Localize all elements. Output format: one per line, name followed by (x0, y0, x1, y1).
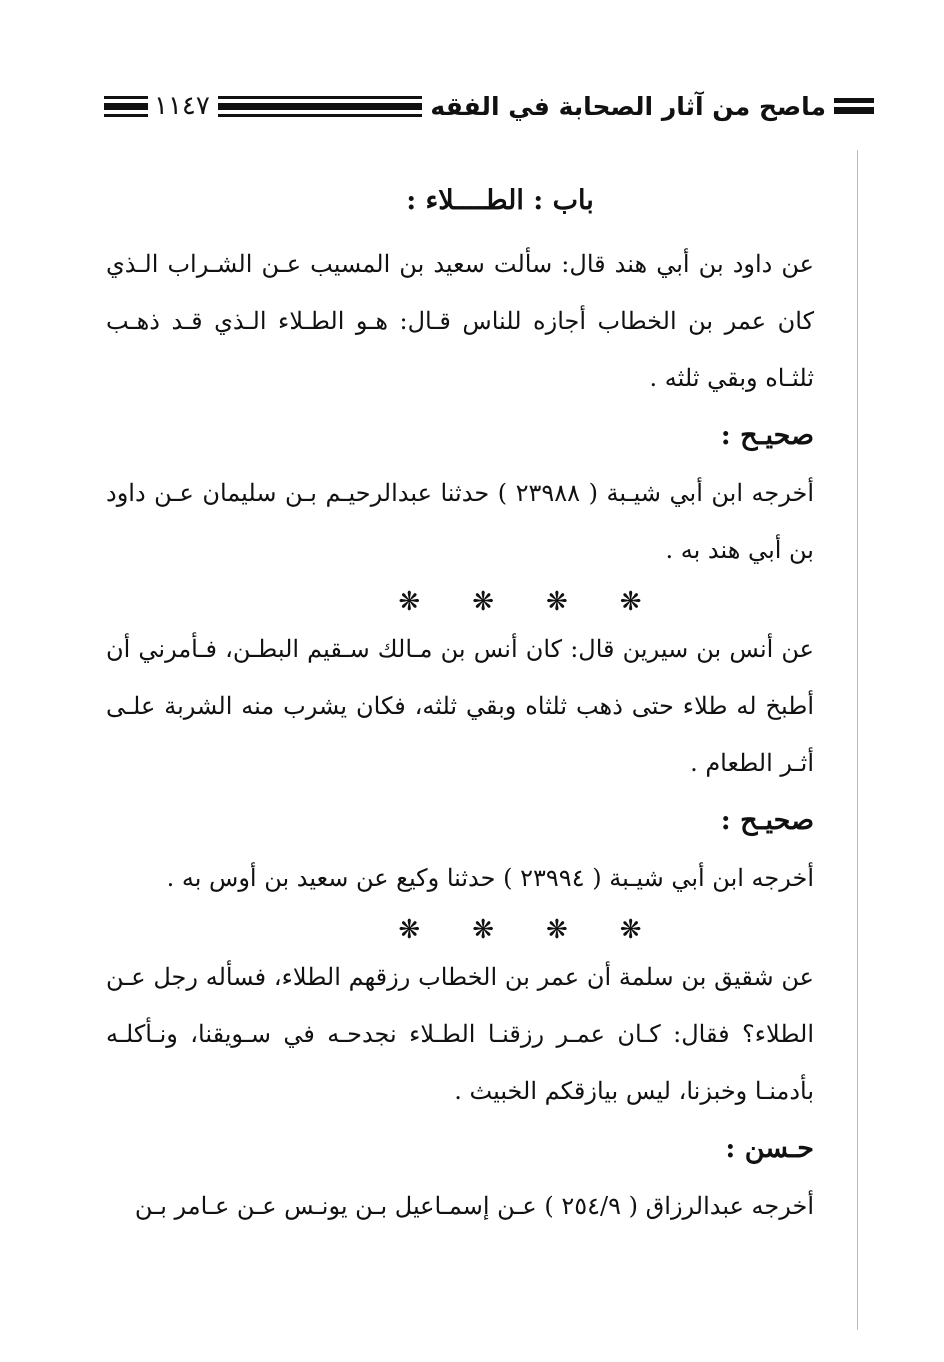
narration-text: عن شقيق بن سلمة أن عمر بن الخطاب رزقهم الطلاء، فسأله رجل عـن الطلاء؟ فقال: كـان عمـر رزقنـا الطـلاء نجدحـه في سـويقنا، ونـأكلـه بأدمنـا وخبزنا، ليس بيازقكم الخبيث . (106, 963, 814, 1105)
star-ornament-icon: ❋ (472, 587, 494, 617)
chapter-title: باب : الطــــلاء : (406, 185, 594, 216)
page-edge-line (857, 150, 858, 1330)
star-ornament-icon: ❋ (398, 915, 421, 945)
takhrij-text: أخرجه ابن أبي شيـبة ( ٢٣٩٩٤ ) حدثنا وكيع عن سعيد بن أوس به . (166, 864, 814, 892)
section-separator (106, 915, 814, 945)
star-ornament-icon: ❋ (398, 587, 421, 617)
star-ornament-icon: ❋ (546, 915, 568, 945)
narration-text: عن داود بن أبي هند قال: سألت سعيد بن المسيب عـن الشـراب الـذي كان عمر بن الخطاب أجازه للناس قـال: هـو الطـلاء الـذي قـد ذهـب ثلثـاه وبقي ثلثه . (106, 250, 814, 392)
hadith-grade: حـسن : (725, 1133, 814, 1164)
takhrij-text: أخرجه ابن أبي شيـبة ( ٢٣٩٨٨ ) حدثنا عبدالرحيـم بـن سليمان عـن داود بن أبي هند به . (106, 479, 814, 564)
page-content (106, 185, 814, 1235)
page-header (104, 86, 874, 126)
narration-text: عن أنس بن سيرين قال: كان أنس بن مـالك سـقيم البطـن، فـأمرني أن أطبخ له طلاء حتى ذهب ثلثاه وبقي ثلثه، فكان يشرب منه الشربة علـى أثـر الطعام . (106, 635, 814, 777)
book-title: ماصح من آثار الصحابة في الفقه (430, 91, 826, 121)
star-ornament-icon: ❋ (472, 915, 494, 945)
star-ornament-icon: ❋ (619, 587, 642, 617)
hadith-grade: صحيـح : (720, 420, 814, 451)
header-rule-right (834, 98, 874, 114)
takhrij-text: أخرجه عبدالرزاق ( ٢٥٤/٩ ) عـن إسمـاعيل بـن يونـس عـن عـامر بـن (134, 1192, 814, 1220)
star-ornament-icon: ❋ (546, 587, 568, 617)
header-rule-middle (218, 96, 423, 117)
page-number: ١١٤٧ (154, 91, 210, 121)
header-rule-left (104, 96, 148, 117)
hadith-grade: صحيـح : (720, 805, 814, 836)
section-separator (106, 587, 814, 617)
star-ornament-icon: ❋ (619, 915, 642, 945)
